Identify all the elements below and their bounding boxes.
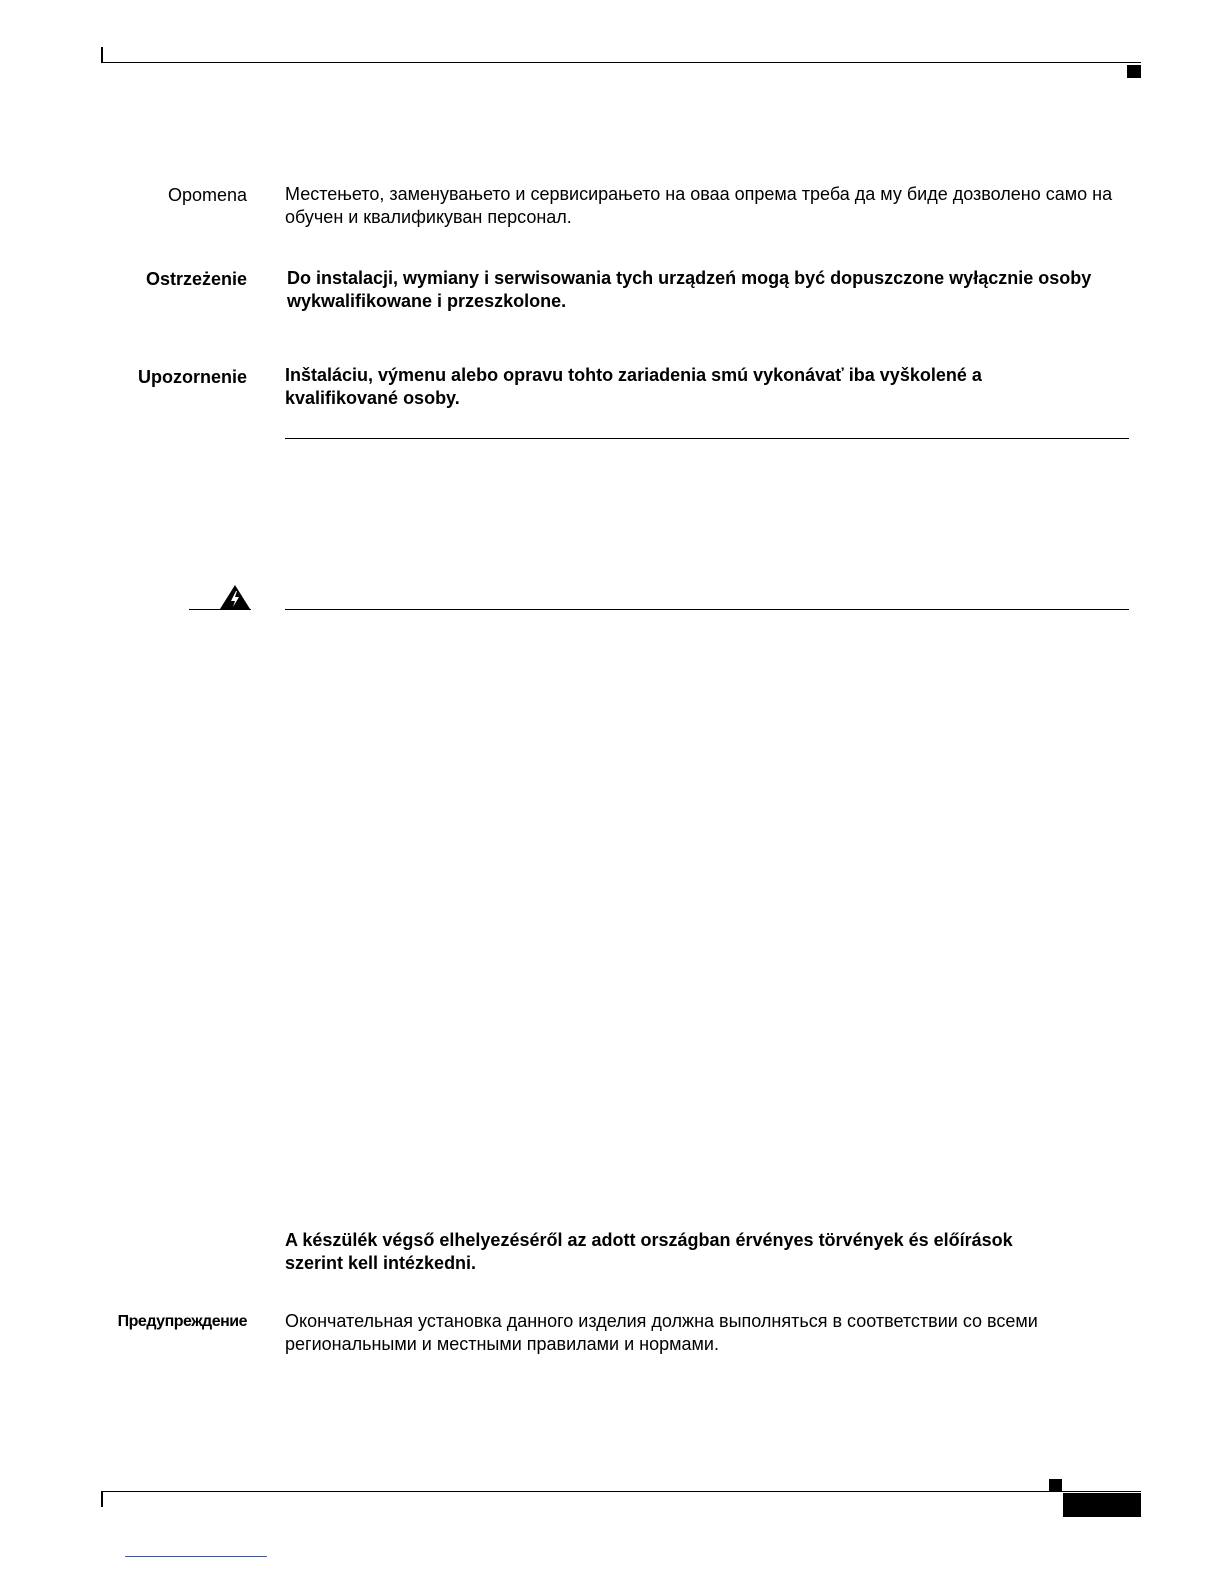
header-square-marker (1127, 65, 1141, 78)
section-divider (285, 438, 1129, 439)
footer-square-marker (1049, 1479, 1062, 1491)
warning-text-polish: Do instalacji, wymiany i serwisowania tych urządzeń mogą być dopuszczone wyłącznie osoby wykwalifikowane i przeszkolone. (287, 268, 1092, 311)
warning-rule (285, 609, 1129, 610)
disposal-text-russian: Окончательная установка данного изделия должна выполняться в соответствии со всеми региональными и местными правилами и нормами. (285, 1311, 1038, 1354)
footer-page-tab (1063, 1493, 1141, 1517)
header-rule (101, 62, 1141, 63)
warning-label-slovak: Upozornenie (137, 367, 247, 387)
warning-text-slovak: Inštaláciu, výmenu alebo opravu tohto zariadenia smú vykonávať iba vyškolené a kvalifikované osoby. (285, 365, 982, 408)
footer-rule (101, 1491, 1141, 1492)
warning-text-macedonian: Местењето, заменувањето и сервисирањето на оваа опрема треба да му биде дозволено само на обучен и квалификуван персонал. (285, 184, 1113, 227)
header-left-tick (101, 47, 103, 63)
warning-label-polish: Ostrzeżenie (145, 269, 247, 289)
warning-label-macedonian: Opomena (167, 185, 247, 205)
footer-link-underline[interactable] (125, 1556, 267, 1557)
disposal-text-hungarian: A készülék végső elhelyezéséről az adott országban érvényes törvények és előírások szerint kell intézkedni. (285, 1230, 1013, 1273)
warning-label-russian: Предупреждение (117, 1313, 247, 1330)
electrical-hazard-warning-icon (219, 584, 251, 610)
footer-left-tick (101, 1492, 103, 1507)
